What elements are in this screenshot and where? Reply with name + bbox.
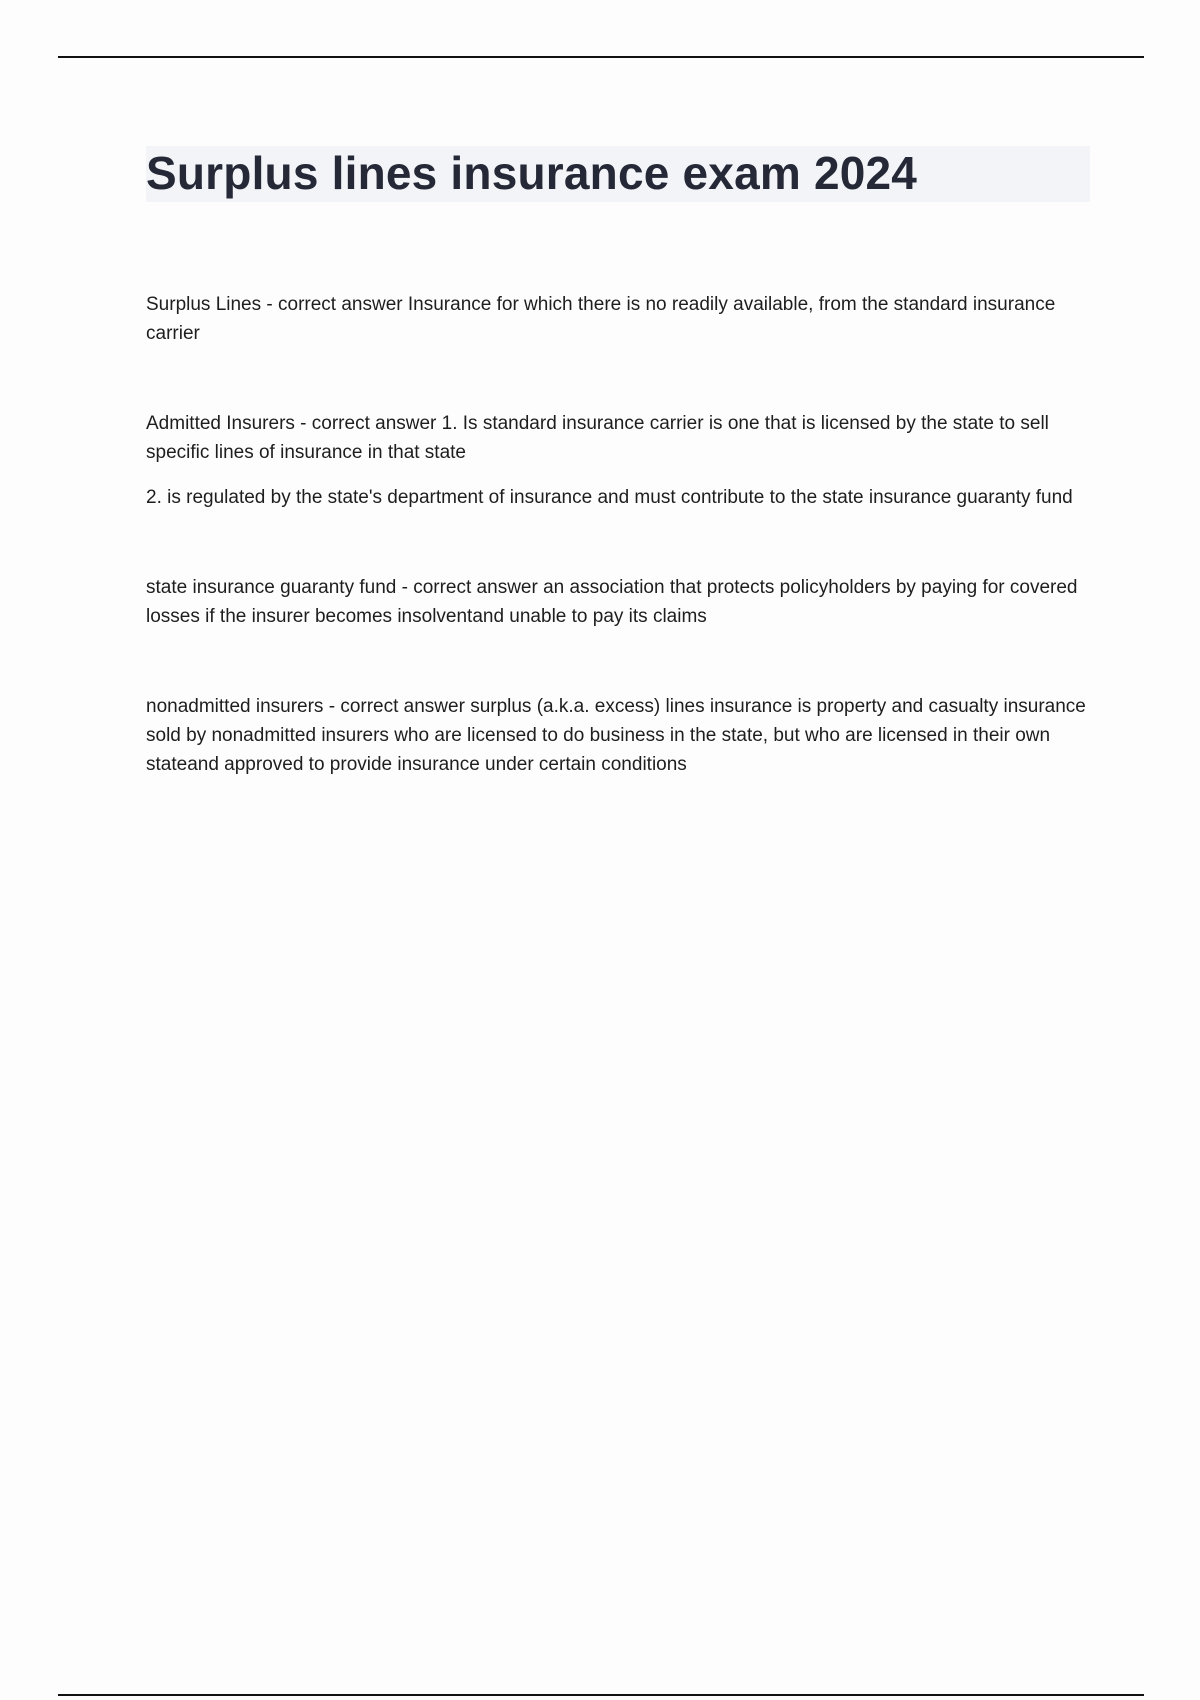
qa-entry — [146, 573, 1086, 631]
bottom-divider — [58, 1694, 1144, 1696]
entry-text: Admitted Insurers - correct answer 1. Is standard insurance carrier is one that is licensed by the state to sell specific lines of insurance in that state — [146, 413, 1049, 463]
top-divider — [58, 56, 1144, 58]
entry-text: Surplus Lines - correct answer Insurance for which there is no readily available, from the standard insurance carrier — [146, 294, 1056, 344]
qa-entry — [146, 692, 1086, 779]
qa-entry — [146, 409, 1086, 512]
entry-text: nonadmitted insurers - correct answer surplus (a.k.a. excess) lines insurance is property and casualty insurance sold by nonadmitted insurers who are licensed to do business in the state, but who are licensed in their own stateand approved to provide insurance under certain conditions — [146, 696, 1086, 775]
qa-entry — [146, 290, 1086, 348]
entry-text: state insurance guaranty fund - correct answer an association that protects policyholders by paying for covered losses if the insurer becomes insolventand unable to pay its claims — [146, 577, 1078, 627]
document-body — [146, 290, 1086, 779]
entry-text: 2. is regulated by the state's department of insurance and must contribute to the state insurance guaranty fund — [146, 487, 1073, 508]
page-title: Surplus lines insurance exam 2024 — [146, 147, 918, 199]
